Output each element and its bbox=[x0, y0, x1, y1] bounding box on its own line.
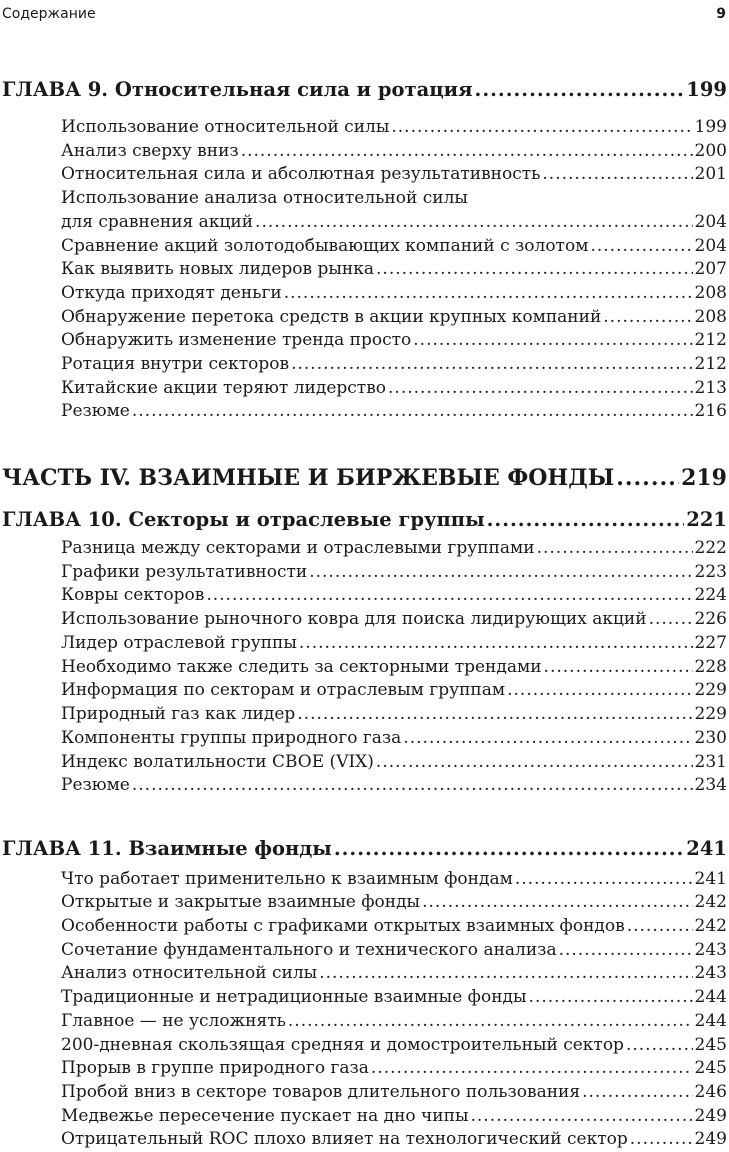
toc-entry-page: 229 bbox=[694, 680, 727, 700]
toc-entry-title: Использование относительной силы bbox=[61, 117, 390, 137]
toc-entry[interactable] bbox=[61, 728, 727, 748]
toc-entry-title: Сравнение акций золотодобывающих компаний с золотом bbox=[61, 236, 589, 256]
dot-leader bbox=[627, 916, 693, 936]
toc-entry[interactable] bbox=[61, 585, 727, 605]
toc-entry-page: 241 bbox=[694, 869, 727, 889]
toc-chapter-page: 241 bbox=[686, 837, 727, 860]
toc-entry-page: 212 bbox=[694, 354, 727, 374]
toc-entry[interactable] bbox=[61, 562, 727, 582]
dot-leader bbox=[291, 354, 692, 374]
toc-chapter-page: 221 bbox=[686, 508, 727, 531]
dot-leader bbox=[241, 141, 693, 161]
toc-entry-title: Сочетание фундаментального и технического анализа bbox=[61, 940, 557, 960]
toc-entry-page: 242 bbox=[694, 916, 727, 936]
toc-entry[interactable] bbox=[61, 307, 727, 327]
toc-entry[interactable] bbox=[61, 378, 727, 398]
dot-leader bbox=[544, 657, 693, 677]
dot-leader bbox=[206, 585, 692, 605]
toc-entry-title: Резюме bbox=[61, 775, 130, 795]
dot-leader bbox=[529, 987, 693, 1007]
toc-entry-title: Компоненты группы природного газа bbox=[61, 728, 402, 748]
toc-entry[interactable] bbox=[61, 236, 727, 256]
dot-leader bbox=[471, 1106, 693, 1126]
running-head-title: Содержание bbox=[2, 6, 96, 22]
dot-leader bbox=[388, 378, 693, 398]
toc-entry[interactable] bbox=[61, 869, 727, 889]
toc-entry-page: 226 bbox=[694, 609, 727, 629]
toc-entry[interactable] bbox=[61, 212, 727, 232]
dot-leader bbox=[603, 307, 692, 327]
dot-leader bbox=[515, 869, 693, 889]
toc-entry[interactable] bbox=[61, 1129, 727, 1149]
toc-entry-title: Обнаружить изменение тренда просто bbox=[61, 330, 412, 350]
toc-entry-page: 245 bbox=[694, 1035, 727, 1055]
running-head bbox=[0, 0, 729, 30]
toc-chapter-title: ГЛАВА 10. Секторы и отраслевые группы bbox=[2, 508, 485, 531]
dot-leader bbox=[334, 837, 684, 860]
toc-entry-page: 199 bbox=[694, 117, 727, 137]
toc-part-4[interactable] bbox=[2, 465, 727, 491]
dot-leader bbox=[413, 330, 692, 350]
toc-entry-page: 204 bbox=[694, 212, 727, 232]
toc-entry[interactable] bbox=[61, 1011, 727, 1031]
dot-leader bbox=[422, 892, 692, 912]
dot-leader bbox=[309, 562, 692, 582]
dot-leader bbox=[616, 465, 679, 491]
toc-entry[interactable] bbox=[61, 538, 727, 558]
toc-entry-title: Информация по секторам и отраслевым группам bbox=[61, 680, 506, 700]
toc-entry[interactable] bbox=[61, 704, 727, 724]
toc-entry-page: 228 bbox=[694, 657, 727, 677]
toc-entry[interactable] bbox=[61, 1035, 727, 1055]
toc-entry-title: Особенности работы с графиками открытых взаимных фондов bbox=[61, 916, 625, 936]
toc-chapter-11[interactable] bbox=[2, 837, 727, 860]
dot-leader bbox=[507, 680, 692, 700]
toc-entry-page: 208 bbox=[694, 307, 727, 327]
toc-chapter-10[interactable] bbox=[2, 508, 727, 531]
toc-entry-title: Прорыв в группе природного газа bbox=[61, 1058, 369, 1078]
dot-leader bbox=[542, 164, 692, 184]
toc-entry-title: Откуда приходят деньги bbox=[61, 283, 282, 303]
toc-entry-page: 231 bbox=[694, 752, 727, 772]
toc-entry[interactable] bbox=[61, 680, 727, 700]
dot-leader bbox=[582, 1082, 692, 1102]
toc-entry-page: 207 bbox=[694, 259, 727, 279]
toc-entry-page: 204 bbox=[694, 236, 727, 256]
toc-entry-page: 244 bbox=[694, 1011, 727, 1031]
dot-leader bbox=[649, 609, 693, 629]
toc-entry-page: 243 bbox=[694, 963, 727, 983]
toc-entry-page: 234 bbox=[694, 775, 727, 795]
toc-entry[interactable] bbox=[61, 1082, 727, 1102]
dot-leader bbox=[255, 212, 693, 232]
toc-entry-title: Природный газ как лидер bbox=[61, 704, 296, 724]
toc-entry-title: Индекс волатильности CBOE (VIX) bbox=[61, 752, 374, 772]
toc-entry-title: Что работает применительно к взаимным фондам bbox=[61, 869, 513, 889]
toc-entry-title: Ротация внутри секторов bbox=[61, 354, 290, 374]
toc-part-title: ЧАСТЬ IV. ВЗАИМНЫЕ И БИРЖЕВЫЕ ФОНДЫ bbox=[2, 465, 615, 491]
toc-entry-page: 242 bbox=[694, 892, 727, 912]
toc-entry-title: Медвежье пересечение пускает на дно чипы bbox=[61, 1106, 469, 1126]
toc-entry-page: 229 bbox=[694, 704, 727, 724]
toc-entry-page: 200 bbox=[694, 141, 727, 161]
dot-leader bbox=[132, 401, 693, 421]
toc-entry-title: Резюме bbox=[61, 401, 130, 421]
dot-leader bbox=[288, 1011, 693, 1031]
toc-entry-title: Необходимо также следить за секторными трендами bbox=[61, 657, 542, 677]
toc-entry-title: Обнаружение перетока средств в акции крупных компаний bbox=[61, 307, 602, 327]
toc-entry[interactable] bbox=[61, 987, 727, 1007]
toc-entry-page: 249 bbox=[694, 1106, 727, 1126]
toc-entry-page: 243 bbox=[694, 940, 727, 960]
toc-entry[interactable] bbox=[61, 259, 727, 279]
dot-leader bbox=[391, 117, 692, 137]
toc-entry-title: Относительная сила и абсолютная результативность bbox=[61, 164, 541, 184]
dot-leader bbox=[537, 538, 693, 558]
page-number: 9 bbox=[716, 6, 726, 22]
dot-leader bbox=[403, 728, 692, 748]
toc-entry-title: Китайские акции теряют лидерство bbox=[61, 378, 387, 398]
toc-entry[interactable] bbox=[61, 775, 727, 795]
toc-entry[interactable] bbox=[61, 141, 727, 161]
toc-entry[interactable] bbox=[61, 940, 727, 960]
toc-entry-page: 212 bbox=[694, 330, 727, 350]
toc-entry-title: Главное — не усложнять bbox=[61, 1011, 286, 1031]
toc-entry-title: Анализ сверху вниз bbox=[61, 141, 239, 161]
dot-leader bbox=[630, 1129, 693, 1149]
toc-entry[interactable] bbox=[61, 283, 727, 303]
toc-entry[interactable] bbox=[61, 657, 727, 677]
toc-entry-page: 224 bbox=[694, 585, 727, 605]
dot-leader bbox=[475, 78, 685, 101]
toc-entry-title: Открытые и закрытые взаимные фонды bbox=[61, 892, 421, 912]
toc-entry-title: Пробой вниз в секторе товаров длительного пользования bbox=[61, 1082, 581, 1102]
toc-entry-title: Анализ относительной силы bbox=[61, 963, 318, 983]
toc-entry-title: Как выявить новых лидеров рынка bbox=[61, 259, 375, 279]
toc-chapter-title: ГЛАВА 9. Относительная сила и ротация bbox=[2, 78, 473, 101]
toc-entry-title: Графики результативности bbox=[61, 562, 308, 582]
dot-leader bbox=[284, 283, 693, 303]
toc-entry-page: 222 bbox=[694, 538, 727, 558]
dot-leader bbox=[376, 752, 693, 772]
toc-entry[interactable] bbox=[61, 354, 727, 374]
dot-leader bbox=[299, 633, 693, 653]
dot-leader bbox=[132, 775, 693, 795]
toc-entry[interactable] bbox=[61, 1058, 727, 1078]
toc-entry[interactable] bbox=[61, 633, 727, 653]
toc-entry-title: 200-дневная скользящая средняя и домостроительный сектор bbox=[61, 1035, 624, 1055]
toc-entry[interactable] bbox=[61, 963, 727, 983]
toc-entry-page: 249 bbox=[694, 1129, 727, 1149]
dot-leader bbox=[297, 704, 692, 724]
dot-leader bbox=[559, 940, 693, 960]
toc-entry-title: Отрицательный ROC плохо влияет на технологический сектор bbox=[61, 1129, 628, 1149]
toc-entry-page: 208 bbox=[694, 283, 727, 303]
toc-chapter-page: 199 bbox=[686, 78, 727, 101]
toc-entry[interactable] bbox=[61, 117, 727, 137]
toc-chapter-9[interactable] bbox=[2, 78, 727, 101]
toc-entry-title: Ковры секторов bbox=[61, 585, 205, 605]
dot-leader bbox=[319, 963, 692, 983]
toc-entry[interactable] bbox=[61, 916, 727, 936]
toc-entry[interactable] bbox=[61, 330, 727, 350]
toc-entry[interactable] bbox=[61, 401, 727, 421]
dot-leader bbox=[590, 236, 692, 256]
toc-chapter-title: ГЛАВА 11. Взаимные фонды bbox=[2, 837, 332, 860]
dot-leader bbox=[626, 1035, 693, 1055]
toc-entry-page: 245 bbox=[694, 1058, 727, 1078]
toc-entry-title: Использование рыночного ковра для поиска лидирующих акций bbox=[61, 609, 647, 629]
dot-leader bbox=[376, 259, 693, 279]
toc-entry-page: 201 bbox=[694, 164, 727, 184]
toc-entry-page: 213 bbox=[694, 378, 727, 398]
toc-entry-page: 227 bbox=[694, 633, 727, 653]
toc-entry-page: 244 bbox=[694, 987, 727, 1007]
toc-entry-title: Разница между секторами и отраслевыми группами bbox=[61, 538, 535, 558]
toc-entry[interactable] bbox=[61, 1106, 727, 1126]
toc-entry-title: Традиционные и нетрадиционные взаимные фонды bbox=[61, 987, 527, 1007]
dot-leader bbox=[487, 508, 685, 531]
toc-entry-title: для сравнения акций bbox=[61, 212, 254, 232]
toc-entry[interactable] bbox=[61, 752, 727, 772]
toc-entry[interactable] bbox=[61, 609, 727, 629]
toc-entry-title-line1[interactable]: Использование анализа относительной силы bbox=[61, 188, 468, 208]
toc-entry-title: Лидер отраслевой группы bbox=[61, 633, 297, 653]
dot-leader bbox=[371, 1058, 693, 1078]
toc-entry-page: 246 bbox=[694, 1082, 727, 1102]
toc-entry-page: 216 bbox=[694, 401, 727, 421]
toc-entry-page: 223 bbox=[694, 562, 727, 582]
toc-part-page: 219 bbox=[681, 465, 727, 491]
toc-entry[interactable] bbox=[61, 892, 727, 912]
toc-entry[interactable] bbox=[61, 164, 727, 184]
toc-entry-page: 230 bbox=[694, 728, 727, 748]
